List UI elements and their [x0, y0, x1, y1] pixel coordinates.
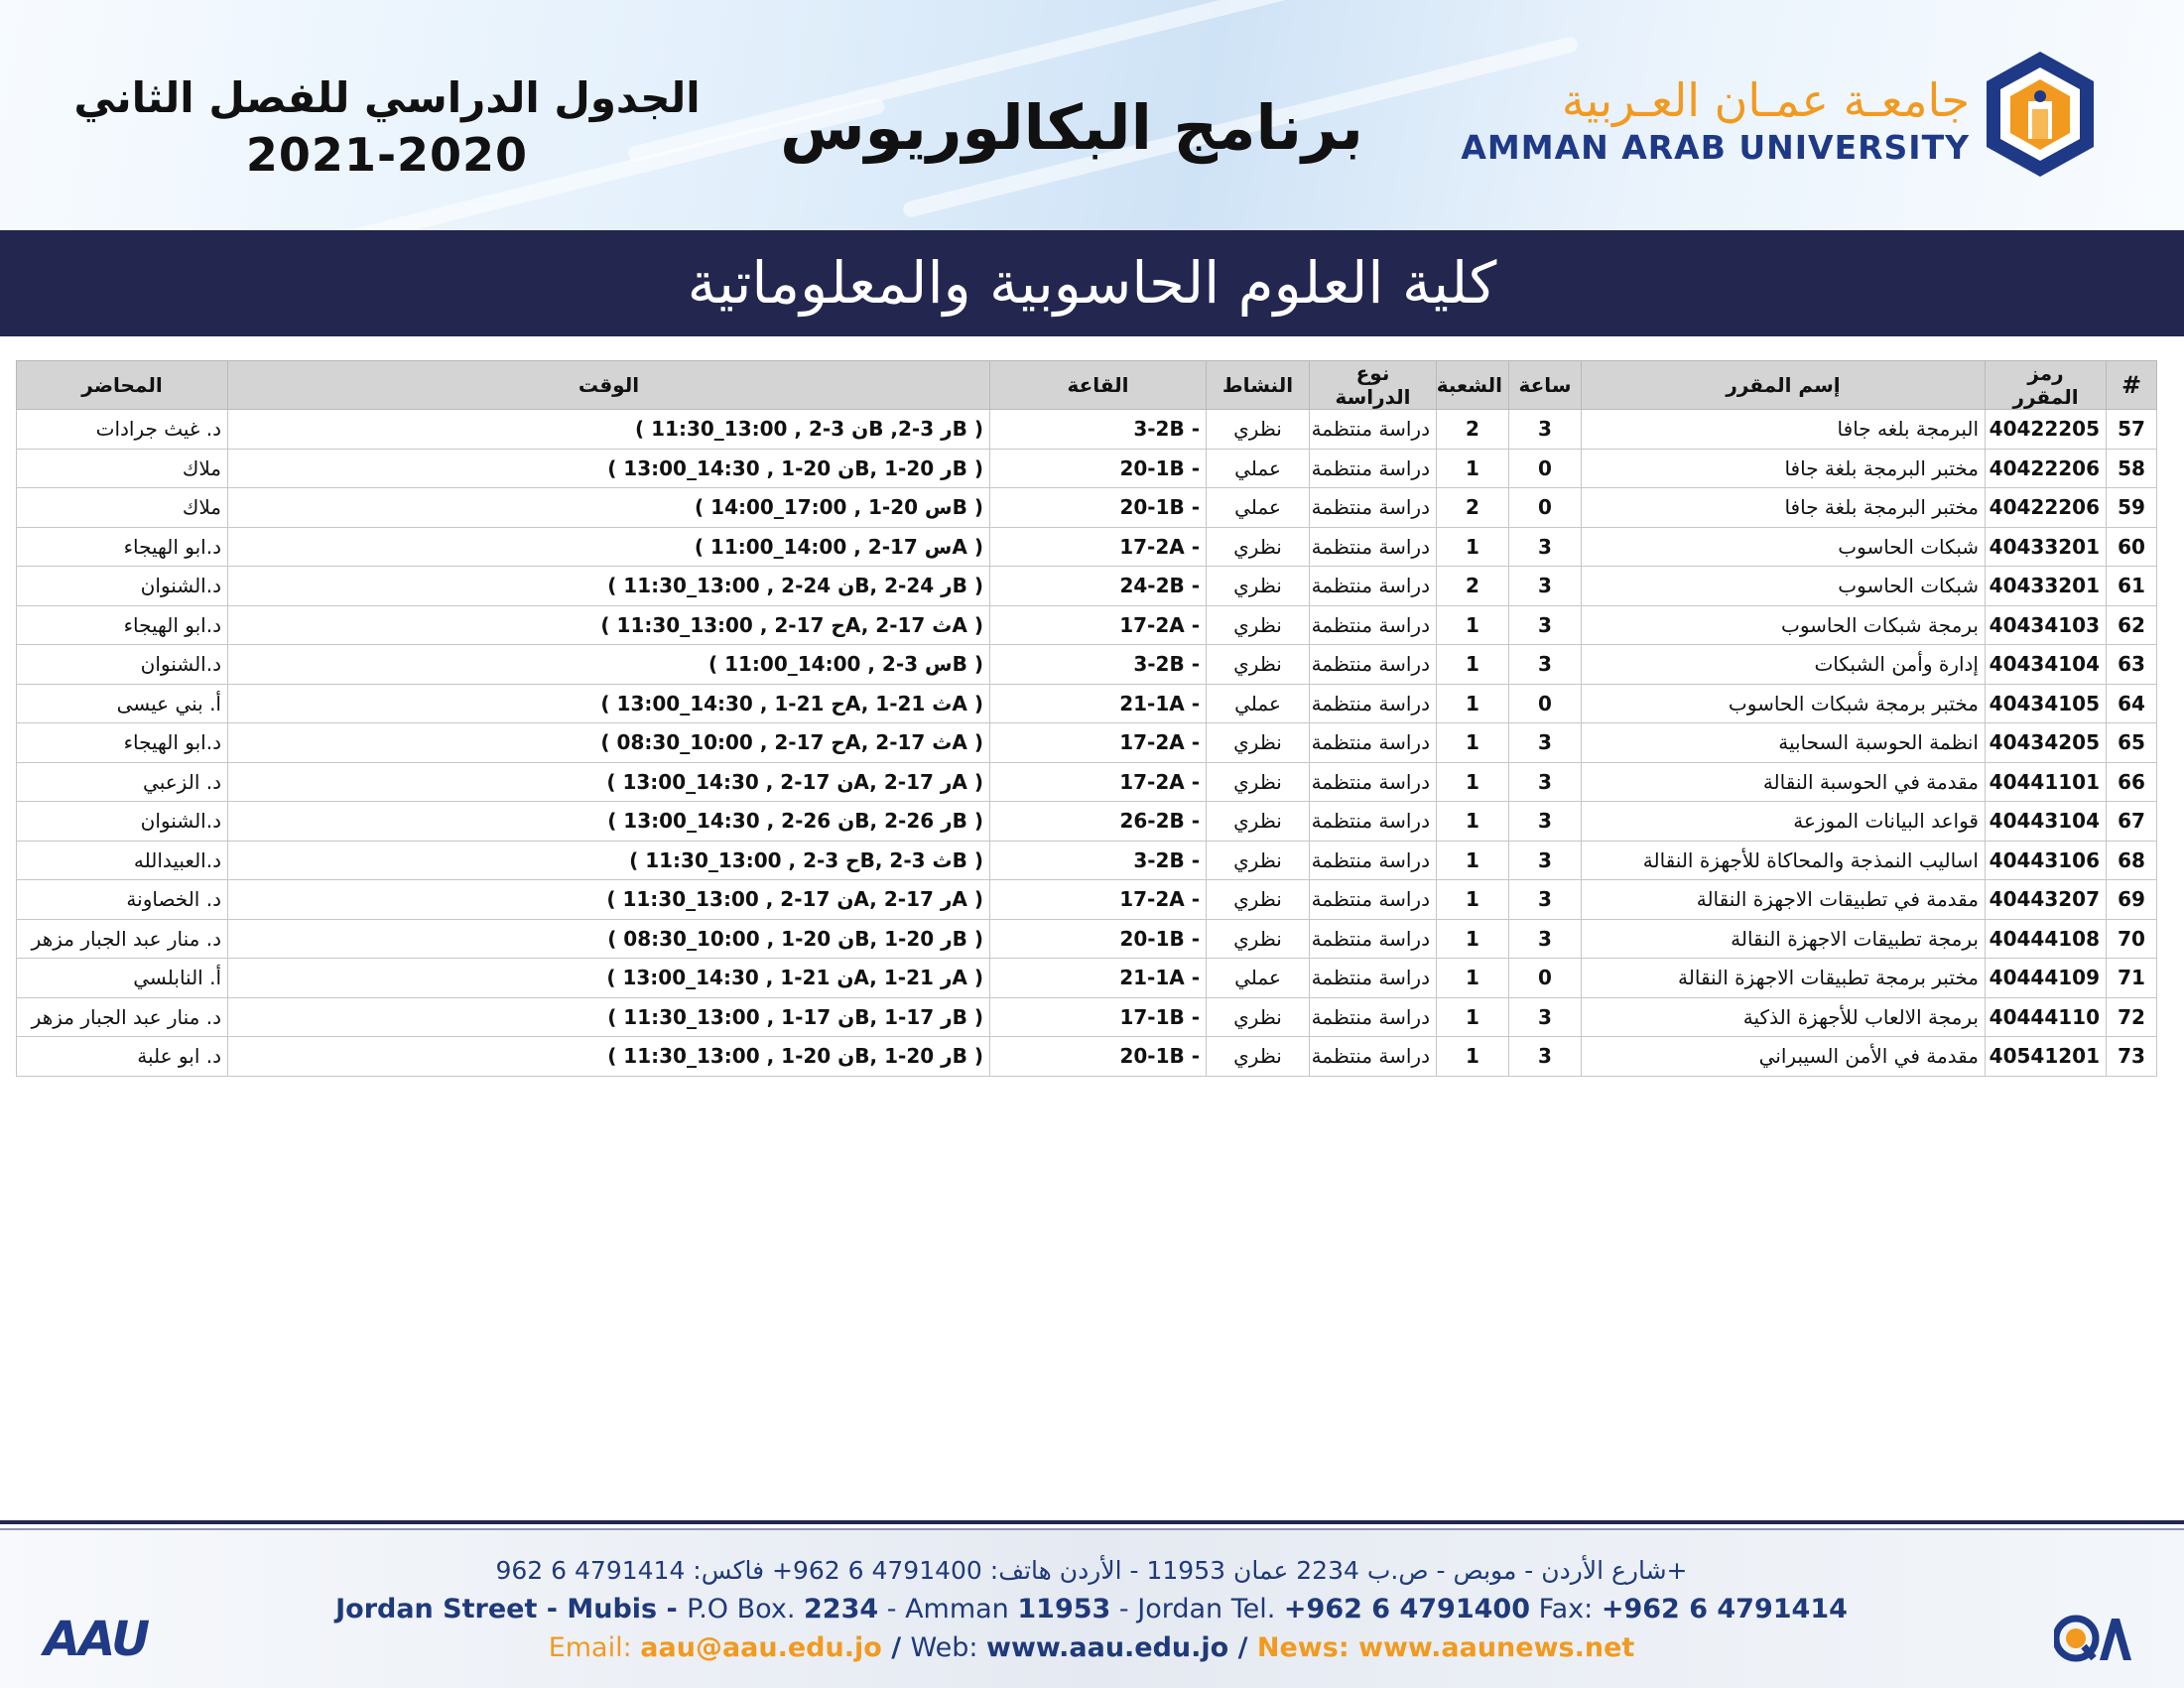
cell-name: مختبر برمجة شبكات الحاسوب [1582, 684, 1986, 723]
table-row [17, 645, 2157, 685]
cell-hours: 3 [1509, 880, 1582, 920]
cell-num: 59 [2107, 488, 2157, 528]
col-header-time: الوقت [228, 361, 990, 410]
footer-separator: / [1228, 1632, 1257, 1663]
cell-section: 1 [1437, 802, 1509, 842]
cell-lecturer: د.ابو الهيجاء [17, 527, 228, 567]
cell-time: ( 14:00_17:00 , س 20-1B ) [228, 488, 990, 528]
cell-section: 1 [1437, 723, 1509, 763]
cell-num: 65 [2107, 723, 2157, 763]
col-header-hours: ساعة [1509, 361, 1582, 410]
cell-type: دراسة منتظمة [1310, 959, 1437, 998]
cell-type: دراسة منتظمة [1310, 527, 1437, 567]
footer-fax: +962 6 4791414 [1601, 1594, 1848, 1624]
cell-time: ( 11:30_13:00 , ن 20-1B, ر 20-1B ) [228, 1037, 990, 1077]
footer-web-link[interactable]: www.aau.edu.jo [986, 1632, 1229, 1663]
cell-code: 40434105 [1986, 684, 2107, 723]
cell-num: 64 [2107, 684, 2157, 723]
cell-room: - 17-2A [990, 605, 1207, 645]
cell-lecturer: د. منار عبد الجبار مزهر [17, 919, 228, 959]
cell-code: 40443207 [1986, 880, 2107, 920]
footer-news-link[interactable]: www.aaunews.net [1358, 1632, 1635, 1663]
table-row [17, 488, 2157, 528]
cell-section: 1 [1437, 959, 1509, 998]
col-header-section: الشعبة [1437, 361, 1509, 410]
cell-hours: 3 [1509, 527, 1582, 567]
footer-web-label: Web: [910, 1632, 987, 1663]
cell-activity: عملي [1207, 684, 1310, 723]
cell-hours: 0 [1509, 684, 1582, 723]
cell-name: إدارة وأمن الشبكات [1582, 645, 1986, 685]
footer-email-link[interactable]: aau@aau.edu.jo [640, 1632, 882, 1663]
footer-tel-label: - Jordan Tel. [1110, 1594, 1284, 1624]
cell-section: 2 [1437, 567, 1509, 606]
cell-room: - 21-1A [990, 684, 1207, 723]
table-row [17, 959, 2157, 998]
cell-activity: نظري [1207, 997, 1310, 1037]
cell-type: دراسة منتظمة [1310, 1037, 1437, 1077]
table-row [17, 723, 2157, 763]
cell-room: - 20-1B [990, 488, 1207, 528]
cell-code: 40433201 [1986, 567, 2107, 606]
footer-street: Jordan Street - Mubis - [335, 1594, 688, 1624]
cell-hours: 3 [1509, 919, 1582, 959]
cell-name: شبكات الحاسوب [1582, 567, 1986, 606]
cell-activity: عملي [1207, 959, 1310, 998]
cell-section: 1 [1437, 919, 1509, 959]
cell-code: 40441101 [1986, 762, 2107, 802]
cell-code: 40443106 [1986, 841, 2107, 880]
table-row [17, 527, 2157, 567]
cell-section: 1 [1437, 527, 1509, 567]
cell-activity: نظري [1207, 567, 1310, 606]
cell-lecturer: د. ابو علبة [17, 1037, 228, 1077]
footer-contacts [298, 1632, 1885, 1663]
cell-num: 73 [2107, 1037, 2157, 1077]
cell-hours: 3 [1509, 841, 1582, 880]
cell-name: مقدمة في تطبيقات الاجهزة النقالة [1582, 880, 1986, 920]
semester-line: الجدول الدراسي للفصل الثاني [73, 73, 701, 122]
cell-time: ( 11:00_14:00 , س 17-2A ) [228, 527, 990, 567]
cell-num: 60 [2107, 527, 2157, 567]
cell-hours: 3 [1509, 567, 1582, 606]
cell-section: 1 [1437, 880, 1509, 920]
table-row [17, 841, 2157, 880]
cell-activity: نظري [1207, 1037, 1310, 1077]
cell-num: 68 [2107, 841, 2157, 880]
cell-hours: 3 [1509, 723, 1582, 763]
cell-type: دراسة منتظمة [1310, 605, 1437, 645]
table-row [17, 684, 2157, 723]
cell-name: برمجة تطبيقات الاجهزة النقالة [1582, 919, 1986, 959]
cell-section: 2 [1437, 410, 1509, 450]
footer-pobox: 2234 [804, 1594, 879, 1624]
cell-section: 2 [1437, 488, 1509, 528]
cell-lecturer: د.الشنوان [17, 645, 228, 685]
footer-news-label: News: [1256, 1632, 1359, 1663]
university-name-en: AMMAN ARAB UNIVERSITY [1461, 127, 1970, 167]
cell-activity: عملي [1207, 449, 1310, 488]
col-header-lecturer: المحاضر [17, 361, 228, 410]
col-header-activity: النشاط [1207, 361, 1310, 410]
cell-activity: نظري [1207, 919, 1310, 959]
cell-name: مختبر البرمجة بلغة جافا [1582, 488, 1986, 528]
cell-room: - 3-2B [990, 841, 1207, 880]
cell-section: 1 [1437, 762, 1509, 802]
cell-room: - 17-2A [990, 723, 1207, 763]
cell-type: دراسة منتظمة [1310, 567, 1437, 606]
table-row [17, 567, 2157, 606]
cell-section: 1 [1437, 449, 1509, 488]
cell-code: 40422206 [1986, 488, 2107, 528]
cell-room: - 26-2B [990, 802, 1207, 842]
university-logo-icon [1985, 50, 2096, 179]
cell-code: 40434103 [1986, 605, 2107, 645]
cell-name: مختبر البرمجة بلغة جافا [1582, 449, 1986, 488]
cell-section: 1 [1437, 605, 1509, 645]
cell-room: - 17-2A [990, 762, 1207, 802]
table-row [17, 762, 2157, 802]
cell-num: 66 [2107, 762, 2157, 802]
cell-activity: نظري [1207, 605, 1310, 645]
cell-type: دراسة منتظمة [1310, 802, 1437, 842]
cell-activity: نظري [1207, 762, 1310, 802]
cell-time: ( 11:30_13:00 , ن 17-2A, ر 17-2A ) [228, 880, 990, 920]
cell-num: 72 [2107, 997, 2157, 1037]
cell-activity: نظري [1207, 802, 1310, 842]
footer-city: - Amman [878, 1594, 1018, 1624]
cell-num: 67 [2107, 802, 2157, 842]
qa-logo-icon [2054, 1611, 2133, 1666]
cell-name: برمجة شبكات الحاسوب [1582, 605, 1986, 645]
cell-num: 63 [2107, 645, 2157, 685]
cell-hours: 0 [1509, 488, 1582, 528]
cell-code: 40433201 [1986, 527, 2107, 567]
cell-time: ( 11:30_13:00 , ن 3-2B ,ر 3-2B ) [228, 410, 990, 450]
semester-year: 2021-2020 [245, 127, 529, 182]
cell-time: ( 11:30_13:00 , ن 24-2B, ر 24-2B ) [228, 567, 990, 606]
cell-num: 57 [2107, 410, 2157, 450]
table-row [17, 919, 2157, 959]
table-row [17, 449, 2157, 488]
cell-room: - 3-2B [990, 645, 1207, 685]
cell-section: 1 [1437, 645, 1509, 685]
cell-time: ( 13:00_14:30 , ن 20-1B, ر 20-1B ) [228, 449, 990, 488]
cell-hours: 3 [1509, 645, 1582, 685]
cell-room: - 20-1B [990, 449, 1207, 488]
cell-hours: 3 [1509, 410, 1582, 450]
cell-type: دراسة منتظمة [1310, 410, 1437, 450]
cell-section: 1 [1437, 684, 1509, 723]
cell-lecturer: د.الشنوان [17, 802, 228, 842]
cell-activity: عملي [1207, 488, 1310, 528]
cell-time: ( 08:30_10:00 , ن 20-1B, ر 20-1B ) [228, 919, 990, 959]
faculty-title: كلية العلوم الحاسوبية والمعلوماتية [0, 230, 2184, 336]
cell-activity: نظري [1207, 723, 1310, 763]
table-row [17, 410, 2157, 450]
cell-code: 40434205 [1986, 723, 2107, 763]
cell-code: 40443104 [1986, 802, 2107, 842]
aau-logo: AAU [44, 1612, 149, 1667]
cell-room: - 24-2B [990, 567, 1207, 606]
cell-num: 70 [2107, 919, 2157, 959]
cell-name: قواعد البيانات الموزعة [1582, 802, 1986, 842]
cell-type: دراسة منتظمة [1310, 645, 1437, 685]
cell-activity: نظري [1207, 410, 1310, 450]
cell-time: ( 11:30_13:00 , ن 17-1B, ر 17-1B ) [228, 997, 990, 1037]
cell-hours: 3 [1509, 997, 1582, 1037]
cell-room: - 20-1B [990, 919, 1207, 959]
cell-lecturer: د.ابو الهيجاء [17, 605, 228, 645]
cell-lecturer: د. غيث جرادات [17, 410, 228, 450]
footer-divider [0, 1520, 2184, 1524]
cell-type: دراسة منتظمة [1310, 919, 1437, 959]
cell-code: 40444110 [1986, 997, 2107, 1037]
cell-lecturer: ملاك [17, 449, 228, 488]
col-header-room: القاعة [990, 361, 1207, 410]
cell-time: ( 08:30_10:00 , ح 17-2A, ث 17-2A ) [228, 723, 990, 763]
cell-name: برمجة الالعاب للأجهزة الذكية [1582, 997, 1986, 1037]
cell-code: 40444108 [1986, 919, 2107, 959]
table-row [17, 997, 2157, 1037]
cell-num: 71 [2107, 959, 2157, 998]
cell-num: 69 [2107, 880, 2157, 920]
cell-lecturer: د.الشنوان [17, 567, 228, 606]
cell-type: دراسة منتظمة [1310, 841, 1437, 880]
cell-hours: 3 [1509, 762, 1582, 802]
cell-room: - 3-2B [990, 410, 1207, 450]
cell-name: مختبر برمجة تطبيقات الاجهزة النقالة [1582, 959, 1986, 998]
footer-separator: / [881, 1632, 911, 1663]
cell-time: ( 11:30_13:00 , ح 17-2A, ث 17-2A ) [228, 605, 990, 645]
col-header-type: نوع الدراسة [1310, 361, 1437, 410]
cell-code: 40434104 [1986, 645, 2107, 685]
cell-section: 1 [1437, 997, 1509, 1037]
cell-hours: 3 [1509, 605, 1582, 645]
cell-name: اساليب النمذجة والمحاكاة للأجهزة النقالة [1582, 841, 1986, 880]
footer-postcode: 11953 [1017, 1594, 1111, 1624]
cell-room: - 20-1B [990, 1037, 1207, 1077]
cell-num: 58 [2107, 449, 2157, 488]
cell-name: انظمة الحوسبة السحابية [1582, 723, 1986, 763]
cell-lecturer: ملاك [17, 488, 228, 528]
cell-activity: نظري [1207, 841, 1310, 880]
cell-lecturer: د. منار عبد الجبار مزهر [17, 997, 228, 1037]
cell-type: دراسة منتظمة [1310, 762, 1437, 802]
cell-name: شبكات الحاسوب [1582, 527, 1986, 567]
table-row [17, 880, 2157, 920]
cell-num: 62 [2107, 605, 2157, 645]
cell-name: البرمجة بلغه جافا [1582, 410, 1986, 450]
table-row [17, 802, 2157, 842]
cell-name: مقدمة في الأمن السيبراني [1582, 1037, 1986, 1077]
schedule-table [16, 360, 2157, 1077]
university-name-ar: جامعـة عمـان العـربية [1561, 73, 1970, 127]
cell-type: دراسة منتظمة [1310, 723, 1437, 763]
program-title: برنامج البكالوريوس [780, 91, 1363, 164]
cell-time: ( 13:00_14:30 , ح 21-1A, ث 21-1A ) [228, 684, 990, 723]
footer-fax-label: Fax: [1529, 1594, 1602, 1624]
table-row [17, 605, 2157, 645]
cell-lecturer: د.ابو الهيجاء [17, 723, 228, 763]
footer-email-label: Email: [548, 1632, 641, 1663]
cell-room: - 21-1A [990, 959, 1207, 998]
cell-time: ( 13:00_14:30 , ن 26-2B, ر 26-2B ) [228, 802, 990, 842]
cell-num: 61 [2107, 567, 2157, 606]
cell-room: - 17-1B [990, 997, 1207, 1037]
university-name [1461, 75, 1970, 167]
col-header-code: رمز المقرر [1986, 361, 2107, 410]
cell-hours: 3 [1509, 1037, 1582, 1077]
footer-address-en [298, 1594, 1885, 1624]
cell-lecturer: د. الخصاونة [17, 880, 228, 920]
footer-address-ar: شارع الأردن - موبص - ص.ب 2234 عمان 11953 - الأردن هاتف: 4791400 6 962+ فاكس: 4791414 6 962+ [495, 1556, 1688, 1585]
cell-type: دراسة منتظمة [1310, 449, 1437, 488]
cell-type: دراسة منتظمة [1310, 684, 1437, 723]
cell-time: ( 11:30_13:00 , ح 3-2B, ث 3-2B ) [228, 841, 990, 880]
col-header-name: إسم المقرر [1582, 361, 1986, 410]
cell-name: مقدمة في الحوسبة النقالة [1582, 762, 1986, 802]
cell-hours: 0 [1509, 959, 1582, 998]
cell-lecturer: د.العبيدالله [17, 841, 228, 880]
cell-activity: نظري [1207, 880, 1310, 920]
cell-hours: 3 [1509, 802, 1582, 842]
cell-code: 40422206 [1986, 449, 2107, 488]
cell-lecturer: أ. بني عيسى [17, 684, 228, 723]
footer-pobox-label: P.O Box. [687, 1594, 804, 1624]
cell-code: 40422205 [1986, 410, 2107, 450]
table-header-row [17, 361, 2157, 410]
semester-title [40, 71, 734, 185]
footer-tel: +962 6 4791400 [1283, 1594, 1530, 1624]
cell-section: 1 [1437, 841, 1509, 880]
cell-type: دراسة منتظمة [1310, 880, 1437, 920]
table-row [17, 1037, 2157, 1077]
cell-section: 1 [1437, 1037, 1509, 1077]
cell-room: - 17-2A [990, 527, 1207, 567]
col-header-num: # [2107, 361, 2157, 410]
cell-activity: نظري [1207, 645, 1310, 685]
cell-time: ( 11:00_14:00 , س 3-2B ) [228, 645, 990, 685]
cell-code: 40541201 [1986, 1037, 2107, 1077]
cell-type: دراسة منتظمة [1310, 997, 1437, 1037]
cell-time: ( 13:00_14:30 , ن 21-1A, ر 21-1A ) [228, 959, 990, 998]
cell-code: 40444109 [1986, 959, 2107, 998]
cell-activity: نظري [1207, 527, 1310, 567]
cell-time: ( 13:00_14:30 , ن 17-2A, ر 17-2A ) [228, 762, 990, 802]
cell-lecturer: د. الزعبي [17, 762, 228, 802]
cell-room: - 17-2A [990, 880, 1207, 920]
cell-hours: 0 [1509, 449, 1582, 488]
cell-type: دراسة منتظمة [1310, 488, 1437, 528]
cell-lecturer: أ. النابلسي [17, 959, 228, 998]
